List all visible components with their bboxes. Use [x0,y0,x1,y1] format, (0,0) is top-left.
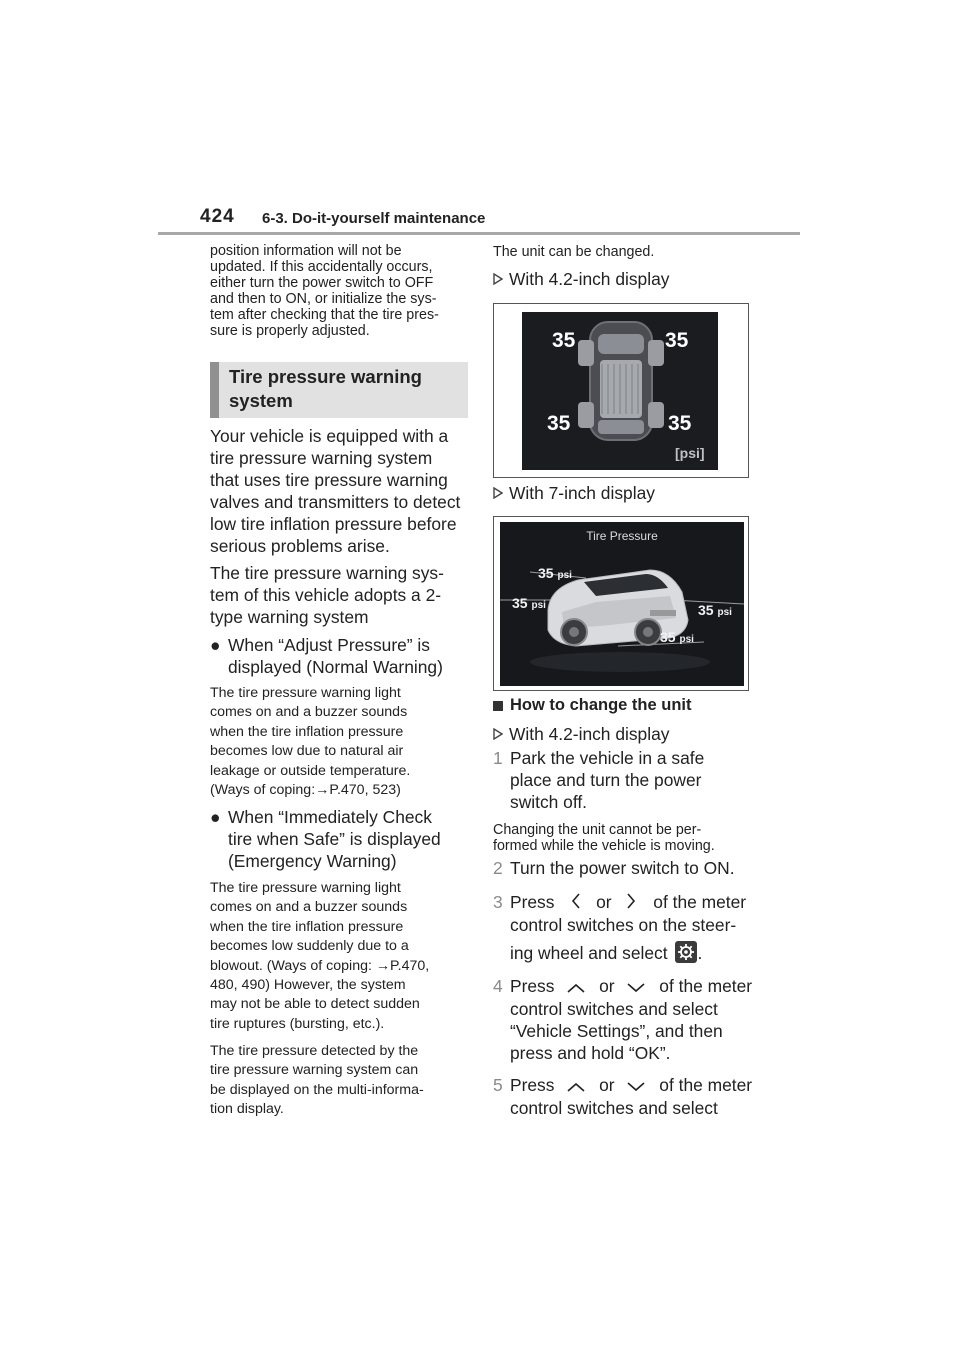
how-to-heading: How to change the unit [493,696,692,715]
step-4: 4 Press or of the meter control switches and select “Vehicle Settings”, and then press and hold “OK”. [493,976,753,1064]
chevron-up-icon [567,976,585,998]
chevron-down-icon [627,1075,645,1097]
step-1: 1 Park the vehicle in a safe place and turn the power switch off. [493,748,705,812]
square-bullet-icon [493,701,503,711]
triangle-bullet-icon [493,728,509,740]
meter-screen [522,312,718,470]
page-ref-link[interactable]: P.470, 523) [329,782,401,799]
note-display: The tire pressure detected by the tire pressure warning system can be displayed on the multi-informa- tion display. [210,1043,424,1118]
bullet-dot-icon: ● [210,635,221,655]
gear-settings-icon [675,941,697,968]
multi-display-screen [500,522,744,686]
figure-7-display [493,516,749,691]
header-rule [158,232,800,235]
chevron-up-icon [567,1075,585,1097]
note-normal-warning: The tire pressure warning light comes on and a buzzer sounds when the tire inflation pressure becomes low due to natural air leakage or outside temperature. (Ways of coping:→P.470, 523) [210,685,411,799]
chevron-down-icon [627,976,645,998]
figure-4-2-display [493,303,749,478]
section-heading: Tire pressure warning system [210,362,468,418]
bullet-dot-icon: ● [210,807,221,827]
section-title: 6-3. Do-it-yourself maintenance [262,210,486,227]
arrow-icon: → [315,782,330,799]
step-5: 5 Press or of the meter control switches and select [493,1075,753,1119]
unit-label: [psi] [675,445,705,461]
intro-text: position information will not be updated. If this accidentally occurs, either turn the power switch to OFF and then to ON, or initialize the sys- tem after checking that the tire pres- sure is properly adjusted. [210,243,439,339]
triangle-bullet-icon [493,273,509,285]
tire-rl-value: 35 [547,412,571,435]
label-4-2-display-b: With 4.2-inch display [493,723,669,745]
unit-note: The unit can be changed. [493,244,655,260]
page-ref-link[interactable]: P.470, [390,957,430,974]
label-4-2-display: With 4.2-inch display [493,268,669,290]
chevron-right-icon [626,892,636,914]
page-number: 424 [200,206,235,227]
triangle-bullet-icon [493,487,509,499]
tire-rr-value: 35 [668,412,692,435]
screen-title: Tire Pressure [586,529,658,543]
arrow-icon: → [375,957,391,974]
tire-fr-value: 35 [665,329,689,352]
note-emergency-warning: The tire pressure warning light comes on and a buzzer sounds when the tire inflation pressure becomes low suddenly due to a blowout. (Ways of coping: →P.470, 480, 490) However, the system may not be able to detect sudden tire ruptures (bursting, etc.). [210,880,430,1032]
type-paragraph: The tire pressure warning sys- tem of this vehicle adopts a 2- type warning system [210,563,444,627]
intro-paragraph: Your vehicle is equipped with a tire pressure warning system that uses tire pressure warning valves and transmitters to detect low tire inflation pressure before serious problems arise. [210,426,461,556]
step-1-note: Changing the unit cannot be per- formed while the vehicle is moving. [493,822,715,854]
tire-fl-value: 35 [552,329,576,352]
chevron-left-icon [571,892,581,914]
tire-b-value: 35 psi [512,595,546,611]
tire-a-value: 35 psi [538,565,572,581]
step-3: 3 Press or of the meter control switches on the steer- ing wheel and select . [493,891,755,968]
bullet-normal-warning: ● When “Adjust Pressure” is displayed (Normal Warning) [210,635,443,677]
tire-d-value: 35 psi [660,629,694,645]
tire-c-value: 35 psi [698,602,732,618]
label-7-display: With 7-inch display [493,482,655,504]
bullet-emergency-warning: ● When “Immediately Check tire when Safe” is displayed (Emergency Warning) [210,807,441,871]
step-2: 2 Turn the power switch to ON. [493,858,735,878]
